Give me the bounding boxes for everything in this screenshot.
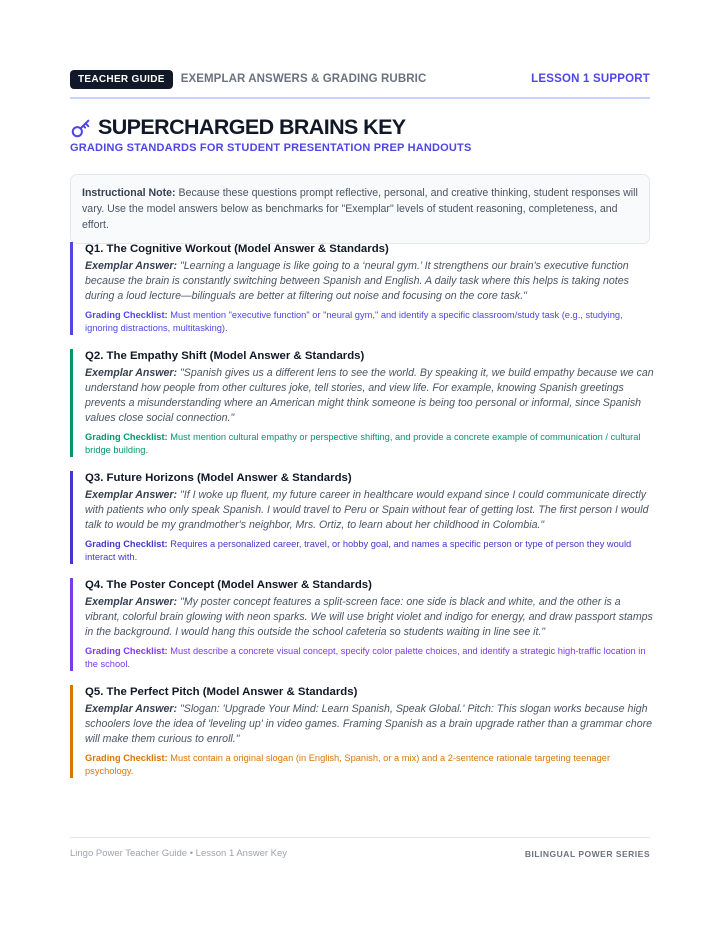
checklist-label: Grading Checklist: <box>85 310 168 320</box>
question-block-5 <box>70 685 657 778</box>
question-title: Q1. The Cognitive Workout (Model Answer & Standards) <box>85 243 389 255</box>
answer-text: "Learning a language is like going to a ‘neural gym.’ It strengthens our brain's executive function because the brain is constantly switching between Spanish and English. A daily task where this helps is taking notes during a loud lecture—bilinguals are better at filtering out noise and focusing on the core task." <box>85 260 629 302</box>
checklist-label: Grading Checklist: <box>85 432 168 442</box>
checklist-label: Grading Checklist: <box>85 539 168 549</box>
answer-text: "Spanish gives us a different lens to see the world. By speaking it, we build empathy because we can understand how people from other cultures joke, tell stories, and view life. For example, knowing Spanish greetings prevents a misunderstanding where an American might think someone is being too personal or informal, since Spanish values close social connection." <box>85 367 654 424</box>
teacher-guide-badge: TEACHER GUIDE <box>70 70 173 89</box>
answer-label: Exemplar Answer: <box>85 367 178 379</box>
grading-checklist <box>85 645 657 671</box>
checklist-text: Must mention cultural empathy or perspective shifting, and provide a concrete example of communication / cultural bridge building. <box>85 432 641 455</box>
answer-label: Exemplar Answer: <box>85 489 178 501</box>
question-block-2 <box>70 349 657 457</box>
page-header <box>70 69 650 89</box>
footer-divider <box>70 837 650 838</box>
checklist-text: Must contain a original slogan (in English, Spanish, or a mix) and a 2-sentence rationale targeting teenager psychology. <box>85 753 611 776</box>
exemplar-answer <box>85 259 657 304</box>
question-title: Q3. Future Horizons (Model Answer & Standards) <box>85 472 352 484</box>
question-block-1 <box>70 242 657 335</box>
question-block-4 <box>70 578 657 671</box>
checklist-text: Must describe a concrete visual concept, specify color palette choices, and identify a strategic high-traffic location in the school. <box>85 646 646 669</box>
page-title: SUPERCHARGED BRAINS KEY <box>98 115 406 139</box>
question-title: Q5. The Perfect Pitch (Model Answer & Standards) <box>85 686 358 698</box>
grading-checklist <box>85 431 657 457</box>
answer-text: "If I woke up fluent, my future career in healthcare would expand since I could communicate directly with patients who only speak Spanish. I would travel to Peru or Spain without fear of getting lost. The first person I would talk to would be my grandmother's neighbor, Mrs. Ortiz, to learn about her childhood in Colombia." <box>85 489 649 531</box>
page-subtitle: GRADING STANDARDS FOR STUDENT PRESENTATION PREP HANDOUTS <box>70 142 472 154</box>
instructional-note <box>70 174 650 244</box>
checklist-text: Requires a personalized career, travel, or hobby goal, and names a specific person or type of person they would interact with. <box>85 539 632 562</box>
question-block-3 <box>70 471 657 564</box>
grading-checklist <box>85 309 657 335</box>
header-subtitle: EXEMPLAR ANSWERS & GRADING RUBRIC <box>180 73 427 85</box>
note-text: Because these questions prompt reflective, personal, and creative thinking, student responses will vary. Use the model answers below as benchmarks for "Exemplar" levels of student reasoning, completeness, and effort. <box>82 187 638 231</box>
exemplar-answer <box>85 366 657 426</box>
note-label: Instructional Note: <box>82 187 176 199</box>
answer-text: "Slogan: 'Upgrade Your Mind: Learn Spanish, Speak Global.' Pitch: This slogan works because high schoolers love the idea of 'leveling up' in video games. Framing Spanish as a brain upgrade rather than a grammar chore will make them curious to enroll." <box>85 703 653 745</box>
footer-series-label: BILINGUAL POWER SERIES <box>524 849 650 859</box>
answer-label: Exemplar Answer: <box>85 596 178 608</box>
key-icon <box>70 117 92 139</box>
checklist-label: Grading Checklist: <box>85 753 168 763</box>
title-row <box>70 115 406 140</box>
question-title: Q2. The Empathy Shift (Model Answer & Standards) <box>85 350 365 362</box>
lesson-label: LESSON 1 SUPPORT <box>531 73 650 85</box>
answer-text: "My poster concept features a split-screen face: one side is black and white, and the other is a vibrant, colorful brain glowing with neon sparks. We will use bright violet and indigo for energy, and draw passport stamps in the background. I would hang this outside the school cafeteria so students waiting in line see it." <box>85 596 653 638</box>
answer-label: Exemplar Answer: <box>85 703 178 715</box>
checklist-text: Must mention "executive function" or "neural gym," and identify a specific classroom/study task (e.g., studying, ignoring distractions, multitasking). <box>85 310 623 333</box>
grading-checklist <box>85 752 657 778</box>
question-title: Q4. The Poster Concept (Model Answer & Standards) <box>85 579 372 591</box>
exemplar-answer <box>85 595 657 640</box>
answer-label: Exemplar Answer: <box>85 260 178 272</box>
exemplar-answer <box>85 702 657 747</box>
footer-left-text: Lingo Power Teacher Guide • Lesson 1 Answer Key <box>70 848 288 859</box>
grading-checklist <box>85 538 657 564</box>
checklist-label: Grading Checklist: <box>85 646 168 656</box>
exemplar-answer <box>85 488 657 533</box>
header-divider <box>70 97 650 99</box>
